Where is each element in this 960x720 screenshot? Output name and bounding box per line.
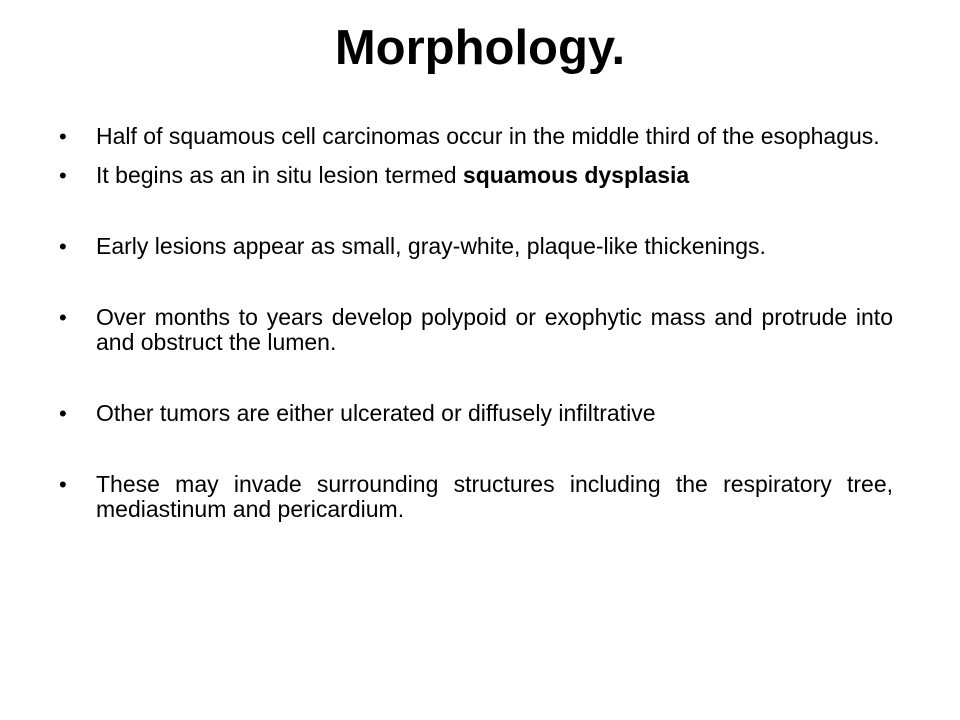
bullet-item (96, 234, 893, 259)
bullet-list (96, 124, 893, 522)
bullet-item (96, 401, 893, 426)
bullet-item (96, 124, 893, 149)
slide-title: Morphology. (334, 21, 626, 75)
bullet-item (96, 163, 893, 188)
bullet-item (96, 305, 893, 355)
bullet-emphasis: squamous dysplasia (462, 162, 690, 188)
bullet-text: Over months to years develop polypoid or exophytic mass and protrude into and obstruct the lumen. (96, 304, 893, 355)
bullet-text: These may invade surrounding structures including the respiratory tree, mediastinum and pericardium. (96, 471, 893, 522)
bullet-item (96, 472, 893, 522)
bullet-text: Half of squamous cell carcinomas occur in the middle third of the esophagus. (96, 123, 880, 149)
bullet-text: It begins as an in situ lesion termed (96, 162, 463, 188)
bullet-text: Early lesions appear as small, gray-white, plaque-like thickenings. (96, 233, 766, 259)
bullet-text: Other tumors are either ulcerated or diffusely infiltrative (96, 400, 656, 426)
